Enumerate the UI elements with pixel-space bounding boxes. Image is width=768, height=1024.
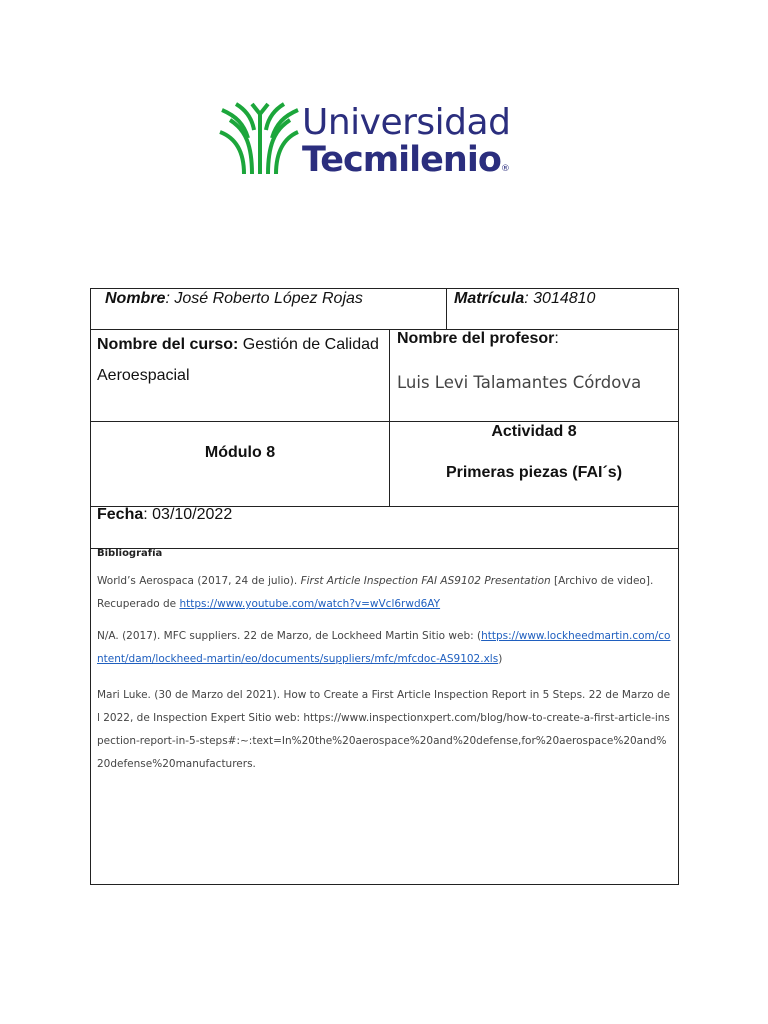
- tecmilenio-leaf-icon: [216, 96, 300, 176]
- student-id: Matrícula: 3014810: [454, 290, 596, 307]
- logo-line2: Tecmilenio®: [302, 140, 509, 180]
- info-table: [90, 288, 679, 885]
- activity-title: Primeras piezas (FAI´s): [445, 464, 623, 481]
- reference-2: N/A. (2017). MFC suppliers. 22 de Marzo, de Lockheed Martin Sitio web: (https://www.lockheedmartin.com/content/dam/lockheed-martin/eo/documents/suppliers/mfc/mfcdoc-AS9102.xls): [97, 630, 671, 665]
- university-logo: [216, 96, 516, 186]
- professor-name: Luis Levi Talamantes Córdova: [397, 373, 642, 392]
- course-name: Nombre del curso: Gestión de Calidad Aeroespacial: [97, 336, 379, 384]
- student-name: Nombre: José Roberto López Rojas: [105, 290, 363, 307]
- activity-number: Actividad 8: [491, 423, 577, 440]
- module-number: Módulo 8: [204, 444, 276, 461]
- bibliography-title: Bibliografía: [97, 548, 163, 559]
- bibliography-section: [97, 547, 671, 776]
- reference-1: World’s Aerospaca (2017, 24 de julio). First Article Inspection FAI AS9102 Presentation [Archivo de video]. Recuperado de https://www.youtube.com/watch?v=wVcl6rwd6AY: [97, 575, 654, 610]
- divider: [446, 289, 447, 329]
- reference-1-link[interactable]: https://www.youtube.com/watch?v=wVcl6rwd6AY: [179, 598, 441, 610]
- reference-2-link[interactable]: https://www.lockheedmartin.com/content/dam/lockheed-martin/eo/documents/suppliers/mfc/mfcdoc-AS9102.xls: [97, 630, 671, 665]
- registered-mark: ®: [500, 164, 509, 174]
- reference-3: Mari Luke. (30 de Marzo del 2021). How to Create a First Article Inspection Report in 5 Steps. 22 de Marzo del 2022, de Inspection Expert Sitio web: https://www.inspectionxpert.com/blog/how-to-create-a-first-article-inspection-report-in-5-steps#:~:text=In%20the%20aerospace%20and%20defense,for%20aerospace%20and%20defense%20manufacturers.: [97, 689, 671, 770]
- professor-label: Nombre del profesor:: [397, 330, 559, 347]
- logo-line1: Universidad: [302, 102, 511, 143]
- date: Fecha: 03/10/2022: [97, 506, 233, 523]
- divider: [91, 421, 678, 422]
